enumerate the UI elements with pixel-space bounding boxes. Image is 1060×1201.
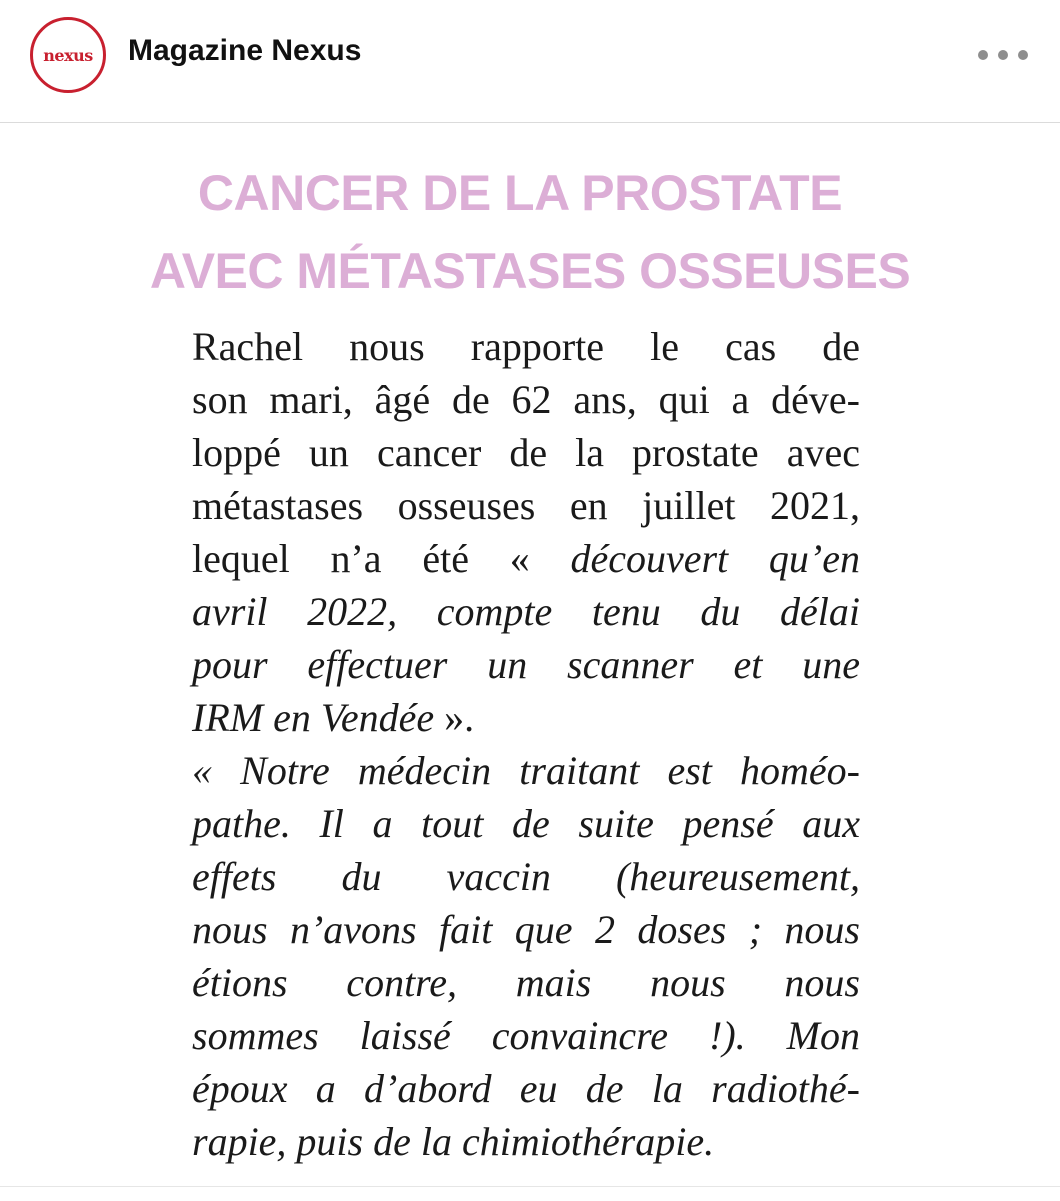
article-line — [192, 1009, 860, 1062]
article-line-italic: « Notre médecin traitant est homéo- — [192, 748, 860, 793]
post-header — [0, 0, 1060, 123]
more-dot — [1018, 50, 1028, 60]
account-avatar[interactable] — [30, 17, 106, 93]
article-body — [192, 320, 860, 1168]
article-line-italic: étions contre, mais nous nous — [192, 960, 860, 1005]
article-line-part: ». — [434, 695, 475, 740]
article-line-italic: découvert qu’en — [570, 536, 860, 581]
article-line-part: lequel n’a été « — [192, 536, 571, 581]
article-line-italic: sommes laissé convaincre !). Mon — [192, 1013, 860, 1058]
headline-line-2: AVEC MÉTASTASES OSSEUSES — [149, 243, 911, 299]
article-line — [192, 585, 860, 638]
account-name[interactable]: Magazine Nexus — [128, 34, 362, 67]
headline-line-1: CANCER DE LA PROSTATE — [197, 165, 843, 221]
article-line-italic: avril 2022, compte tenu du délai — [192, 589, 860, 634]
article-line-italic: pathe. Il a tout de suite pensé aux — [192, 801, 860, 846]
article-line-italic: pour effectuer un scanner et une — [192, 642, 860, 687]
article-line: métastases osseuses en juillet 2021, — [192, 483, 860, 528]
article-line — [192, 638, 860, 691]
article-line — [192, 850, 860, 903]
article-line-italic: IRM en Vendée — [192, 695, 435, 740]
article-line-italic: époux a d’abord eu de la radiothé- — [192, 1066, 860, 1111]
article-line — [192, 691, 860, 744]
more-dot — [978, 50, 988, 60]
article-line — [192, 744, 860, 797]
article-line — [192, 956, 860, 1009]
more-options-icon[interactable] — [978, 40, 1028, 70]
avatar-logo-text: nexus — [43, 45, 93, 65]
post-image — [0, 123, 1060, 1185]
article-line: loppé un cancer de la prostate avec — [192, 430, 860, 475]
article-line-italic: effets du vaccin (heureusement, — [192, 854, 860, 899]
post-footer-edge — [0, 1186, 1060, 1201]
more-dot — [998, 50, 1008, 60]
article-line-italic: rapie, puis de la chimiothérapie. — [192, 1119, 715, 1164]
article-line: son mari, âgé de 62 ans, qui a déve- — [192, 377, 860, 422]
article-line — [192, 1115, 860, 1168]
article-line: Rachel nous rapporte le cas de — [192, 324, 860, 369]
article-line-italic: nous n’avons fait que 2 doses ; nous — [192, 907, 860, 952]
article-line — [192, 532, 860, 585]
article-line — [192, 903, 860, 956]
article-line — [192, 797, 860, 850]
article-line — [192, 1062, 860, 1115]
